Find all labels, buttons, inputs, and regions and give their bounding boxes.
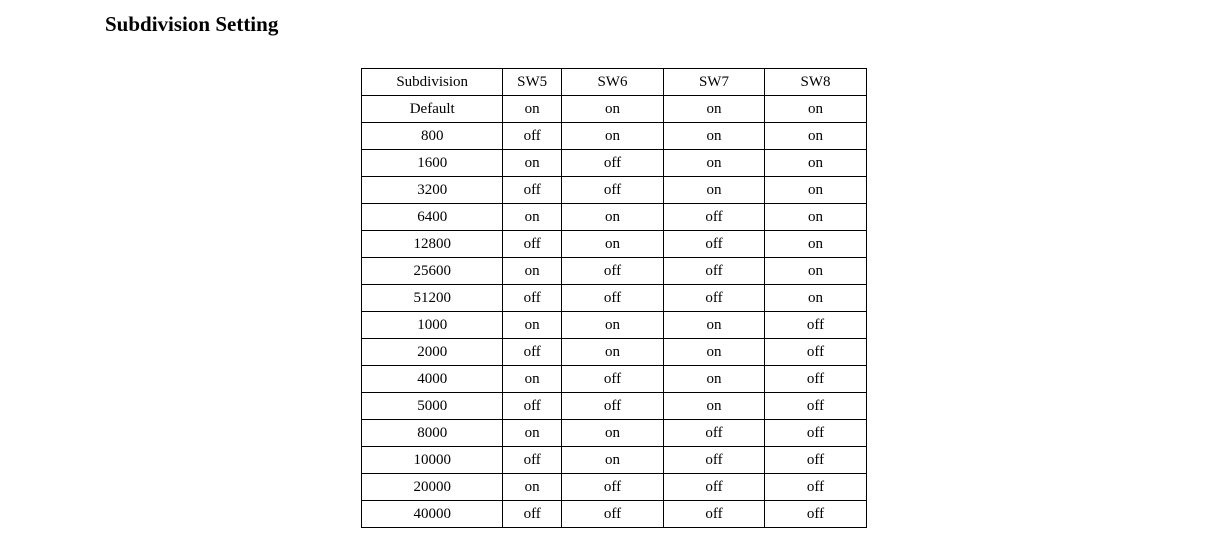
sw8-cell: on bbox=[764, 123, 866, 150]
subdivision-cell: 5000 bbox=[362, 393, 503, 420]
sw8-cell: on bbox=[764, 150, 866, 177]
subdivision-cell: 1000 bbox=[362, 312, 503, 339]
table-header bbox=[362, 69, 867, 96]
sw5-cell: on bbox=[503, 204, 562, 231]
subdivision-cell: Default bbox=[362, 96, 503, 123]
sw5-cell: on bbox=[503, 474, 562, 501]
sw7-cell: off bbox=[663, 420, 764, 447]
sw6-cell: off bbox=[561, 150, 663, 177]
table-row bbox=[362, 123, 867, 150]
subdivision-cell: 12800 bbox=[362, 231, 503, 258]
subdivision-cell: 10000 bbox=[362, 447, 503, 474]
sw7-cell: off bbox=[663, 204, 764, 231]
sw5-cell: on bbox=[503, 312, 562, 339]
sw7-cell: on bbox=[663, 366, 764, 393]
table-row bbox=[362, 474, 867, 501]
header-sw5: SW5 bbox=[503, 69, 562, 96]
sw5-cell: off bbox=[503, 285, 562, 312]
sw6-cell: off bbox=[561, 285, 663, 312]
sw6-cell: on bbox=[561, 123, 663, 150]
sw5-cell: on bbox=[503, 96, 562, 123]
table-row bbox=[362, 501, 867, 528]
sw5-cell: off bbox=[503, 447, 562, 474]
sw8-cell: off bbox=[764, 366, 866, 393]
sw7-cell: off bbox=[663, 258, 764, 285]
sw7-cell: on bbox=[663, 150, 764, 177]
subdivision-cell: 1600 bbox=[362, 150, 503, 177]
sw6-cell: on bbox=[561, 312, 663, 339]
sw6-cell: off bbox=[561, 258, 663, 285]
subdivision-cell: 20000 bbox=[362, 474, 503, 501]
table-row bbox=[362, 447, 867, 474]
sw7-cell: off bbox=[663, 447, 764, 474]
table-body bbox=[362, 96, 867, 528]
sw8-cell: off bbox=[764, 420, 866, 447]
table-row bbox=[362, 312, 867, 339]
sw8-cell: on bbox=[764, 204, 866, 231]
table-row bbox=[362, 285, 867, 312]
sw7-cell: on bbox=[663, 393, 764, 420]
table-row bbox=[362, 204, 867, 231]
table-row bbox=[362, 231, 867, 258]
sw8-cell: off bbox=[764, 501, 866, 528]
subdivision-cell: 800 bbox=[362, 123, 503, 150]
table-row bbox=[362, 339, 867, 366]
sw8-cell: off bbox=[764, 393, 866, 420]
sw7-cell: on bbox=[663, 123, 764, 150]
sw6-cell: off bbox=[561, 501, 663, 528]
sw7-cell: off bbox=[663, 474, 764, 501]
sw8-cell: off bbox=[764, 312, 866, 339]
page-title: Subdivision Setting bbox=[105, 12, 279, 36]
sw5-cell: on bbox=[503, 366, 562, 393]
sw6-cell: on bbox=[561, 339, 663, 366]
table-row bbox=[362, 150, 867, 177]
header-row bbox=[362, 69, 867, 96]
sw6-cell: off bbox=[561, 393, 663, 420]
sw8-cell: on bbox=[764, 177, 866, 204]
sw8-cell: off bbox=[764, 447, 866, 474]
subdivision-cell: 2000 bbox=[362, 339, 503, 366]
sw8-cell: on bbox=[764, 231, 866, 258]
sw5-cell: off bbox=[503, 123, 562, 150]
sw7-cell: off bbox=[663, 285, 764, 312]
sw6-cell: off bbox=[561, 177, 663, 204]
sw5-cell: off bbox=[503, 501, 562, 528]
subdivision-cell: 4000 bbox=[362, 366, 503, 393]
sw8-cell: on bbox=[764, 96, 866, 123]
subdivision-cell: 40000 bbox=[362, 501, 503, 528]
subdivision-cell: 8000 bbox=[362, 420, 503, 447]
sw7-cell: on bbox=[663, 339, 764, 366]
sw6-cell: on bbox=[561, 231, 663, 258]
sw8-cell: on bbox=[764, 258, 866, 285]
sw7-cell: off bbox=[663, 501, 764, 528]
table-row bbox=[362, 177, 867, 204]
subdivision-cell: 3200 bbox=[362, 177, 503, 204]
sw8-cell: on bbox=[764, 285, 866, 312]
sw6-cell: on bbox=[561, 96, 663, 123]
sw5-cell: off bbox=[503, 393, 562, 420]
sw5-cell: on bbox=[503, 420, 562, 447]
sw8-cell: off bbox=[764, 474, 866, 501]
subdivision-cell: 25600 bbox=[362, 258, 503, 285]
sw5-cell: off bbox=[503, 231, 562, 258]
header-subdivision: Subdivision bbox=[362, 69, 503, 96]
table-row bbox=[362, 366, 867, 393]
sw7-cell: off bbox=[663, 231, 764, 258]
header-sw7: SW7 bbox=[663, 69, 764, 96]
sw5-cell: on bbox=[503, 150, 562, 177]
sw6-cell: on bbox=[561, 447, 663, 474]
sw8-cell: off bbox=[764, 339, 866, 366]
header-sw8: SW8 bbox=[764, 69, 866, 96]
subdivision-cell: 6400 bbox=[362, 204, 503, 231]
sw5-cell: off bbox=[503, 177, 562, 204]
table-row bbox=[362, 393, 867, 420]
sw6-cell: off bbox=[561, 474, 663, 501]
sw7-cell: on bbox=[663, 96, 764, 123]
table-row bbox=[362, 258, 867, 285]
sw7-cell: on bbox=[663, 312, 764, 339]
subdivision-cell: 51200 bbox=[362, 285, 503, 312]
sw6-cell: off bbox=[561, 366, 663, 393]
subdivision-setting-table bbox=[361, 68, 867, 528]
sw6-cell: on bbox=[561, 204, 663, 231]
table-row bbox=[362, 96, 867, 123]
header-sw6: SW6 bbox=[561, 69, 663, 96]
table-row bbox=[362, 420, 867, 447]
sw5-cell: off bbox=[503, 339, 562, 366]
sw7-cell: on bbox=[663, 177, 764, 204]
sw5-cell: on bbox=[503, 258, 562, 285]
sw6-cell: on bbox=[561, 420, 663, 447]
